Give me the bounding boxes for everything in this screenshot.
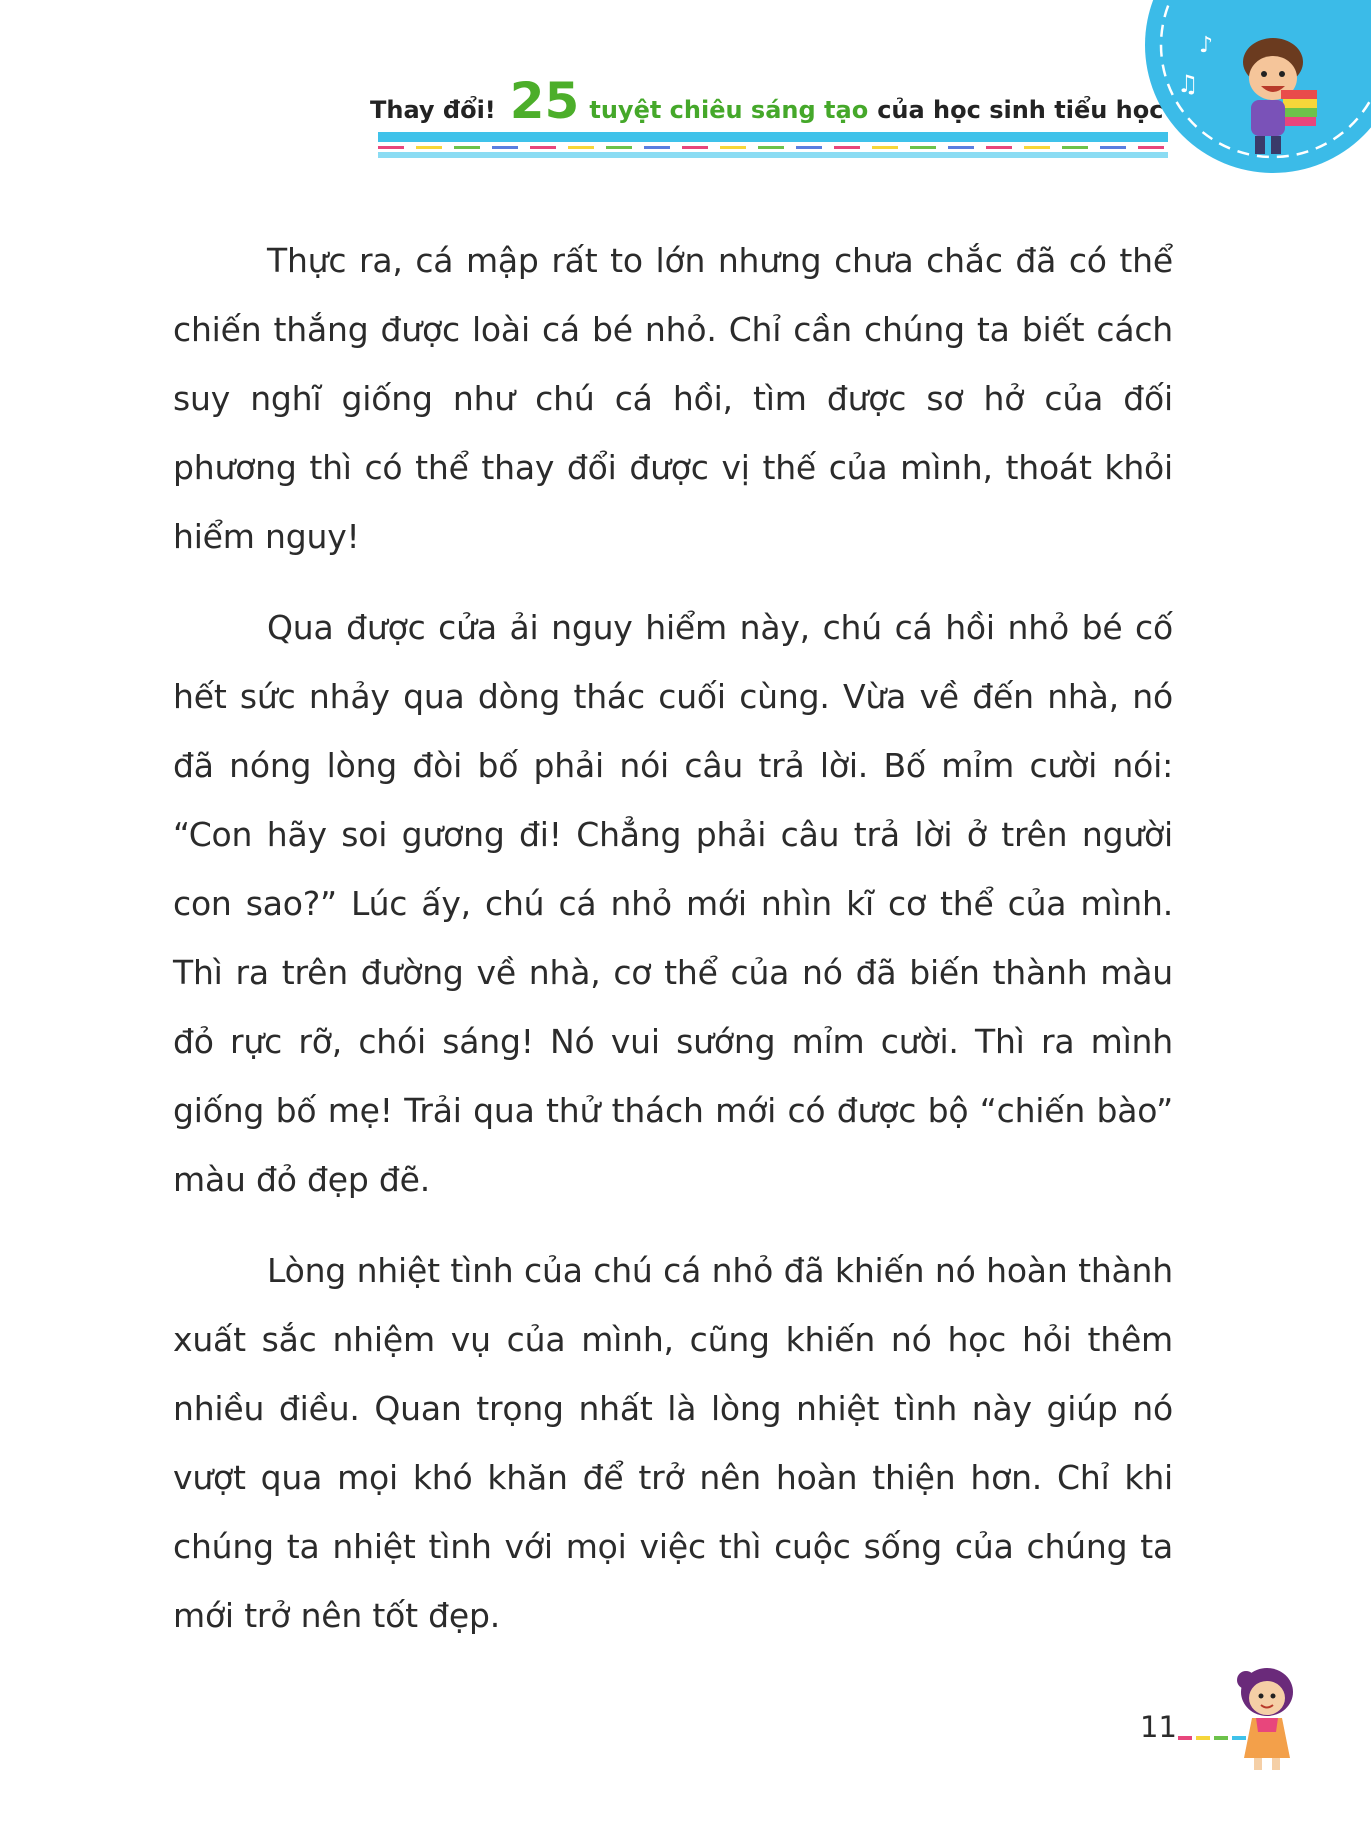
header-title-part2: tuyệt chiêu sáng tạo: [589, 96, 869, 124]
body-text: [173, 226, 1173, 1672]
svg-text:♫: ♫: [1177, 70, 1199, 98]
header-title-part3: của học sinh tiểu học: [877, 96, 1164, 124]
girl-icon: [1232, 1662, 1302, 1772]
page-number: 11: [1140, 1710, 1177, 1744]
header-title-part1: Thay đổi!: [370, 96, 496, 124]
paragraph-3: Lòng nhiệt tình của chú cá nhỏ đã khiến nó hoàn thành xuất sắc nhiệm vụ của mình, cũng khiến nó học hỏi thêm nhiều điều. Quan trọng nhất là lòng nhiệt tình này giúp nó vượt qua mọi khó khăn để trở nên hoàn thiện hơn. Chỉ khi chúng ta nhiệt tình với mọi việc thì cuộc sống của chúng ta mới trở nên tốt đẹp.: [173, 1251, 1173, 1635]
paragraph-1: Thực ra, cá mập rất to lớn nhưng chưa chắc đã có thể chiến thắng được loài cá bé nhỏ. Chỉ cần chúng ta biết cách suy nghĩ giống như chú cá hồi, tìm được sơ hở của đối phương thì có thể thay đổi được vị thế của mình, thoát khỏi hiểm nguy!: [173, 241, 1173, 556]
header-title: [370, 72, 1164, 130]
header-stripe: [378, 132, 1168, 159]
svg-text:♪: ♪: [1199, 33, 1214, 58]
corner-badge: [1143, 0, 1371, 180]
header-title-number: 25: [509, 72, 580, 130]
paragraph-2: Qua được cửa ải nguy hiểm này, chú cá hồi nhỏ bé cố hết sức nhảy qua dòng thác cuối cùng. Vừa về đến nhà, nó đã nóng lòng đòi bố phải nói câu trả lời. Bố mỉm cười nói: “Con hãy soi gương đi! Chẳng phải câu trả lời ở trên người con sao?” Lúc ấy, chú cá nhỏ mới nhìn kĩ cơ thể của mình. Thì ra trên đường về nhà, cơ thể của nó đã biến thành màu đỏ rực rỡ, chói sáng! Nó vui sướng mỉm cười. Thì ra mình giống bố mẹ! Trải qua thử thách mới có được bộ “chiến bào” màu đỏ đẹp đẽ.: [173, 608, 1173, 1199]
